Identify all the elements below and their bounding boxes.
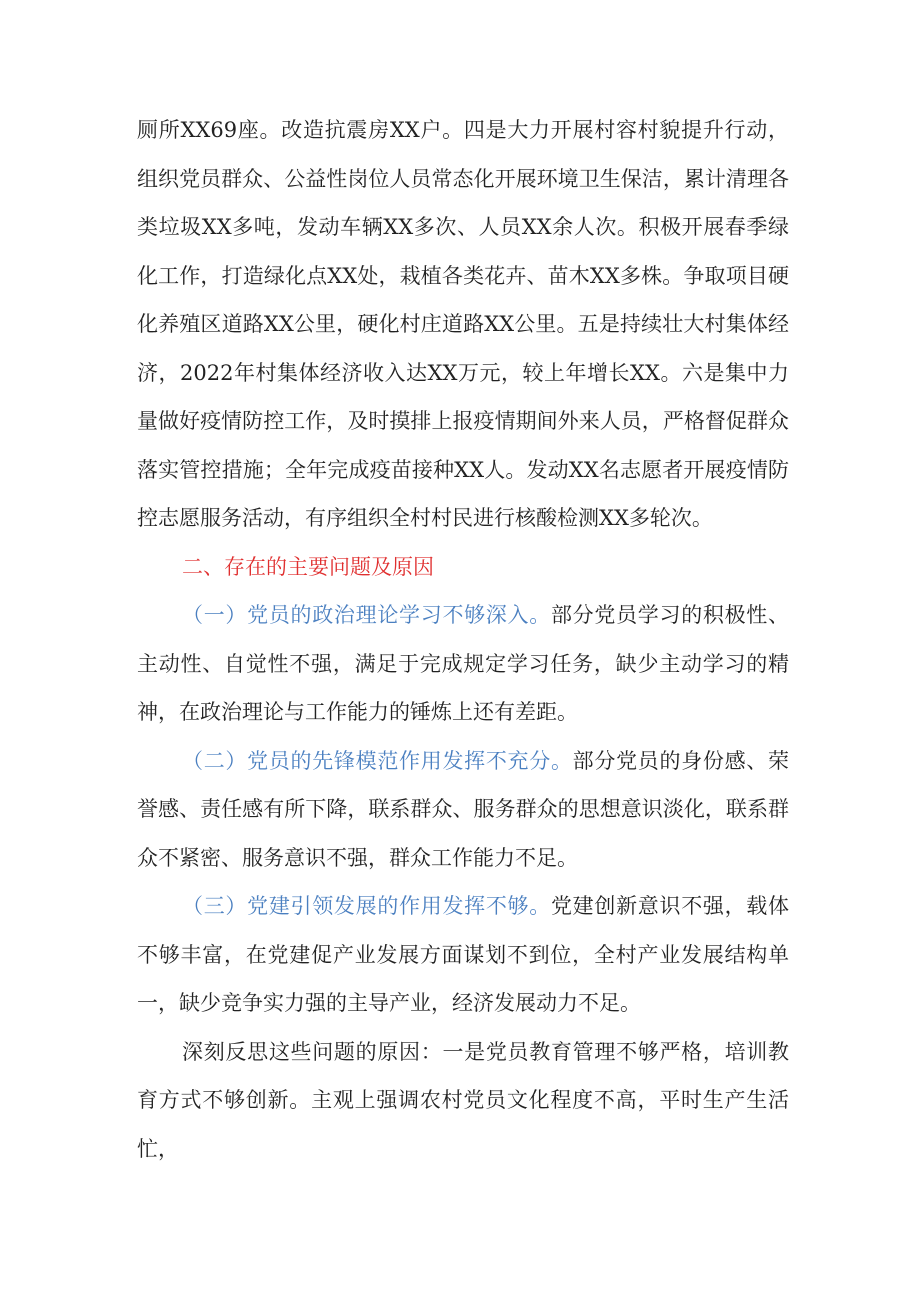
document-page	[137, 106, 789, 1173]
problem-item-3-body: 党建创新意识不强，载体不够丰富，在党建促产业发展方面谋划不到位，全村产业发展结构单一，缺少竞争实力强的主导产业，经济发展动力不足。	[137, 894, 790, 1015]
paragraph-reflection: 深刻反思这些问题的原因：一是党员教育管理不够严格，培训教育方式不够创新。主观上强调农村党员文化程度不高，平时生产生活忙，	[137, 1039, 789, 1161]
problem-item-2	[137, 737, 789, 883]
problem-item-3	[137, 882, 789, 1028]
problem-item-3-title: （三）党建引领发展的作用发挥不够。	[182, 894, 551, 918]
paragraph-achievements: 厕所XX69座。改造抗震房XX户。四是大力开展村容村貌提升行动，组织党员群众、公益性岗位人员常态化开展环境卫生保洁，累计清理各类垃圾XX多吨，发动车辆XX多次、人员XX余人次。积极开展春季绿化工作，打造绿化点XX处，栽植各类花卉、苗木XX多株。争取项目硬化养殖区道路XX公里，硬化村庄道路XX公里。五是持续壮大村集体经济，2022年村集体经济收入达XX万元，较上年增长XX。六是集中力量做好疫情防控工作，及时摸排上报疫情期间外来人员，严格督促群众落实管控措施；全年完成疫苗接种XX人。发动XX名志愿者开展疫情防控志愿服务活动，有序组织全村村民进行核酸检测XX多轮次。	[137, 118, 789, 530]
problem-item-2-body: 部分党员的身份感、荣誉感、责任感有所下降，联系群众、服务群众的思想意识淡化，联系群众不紧密、服务意识不强，群众工作能力不足。	[137, 748, 790, 870]
problem-item-2-title: （二）党员的先锋模范作用发挥不充分。	[182, 748, 573, 773]
problem-item-1	[137, 591, 789, 737]
problem-item-1-title: （一）党员的政治理论学习不够深入。	[182, 603, 551, 627]
section-heading-problems: 二、存在的主要问题及原因	[182, 554, 434, 579]
problem-item-1-body: 部分党员学习的积极性、主动性、自觉性不强，满足于完成规定学习任务，缺少主动学习的精神，在政治理论与工作能力的锤炼上还有差距。	[137, 603, 790, 724]
